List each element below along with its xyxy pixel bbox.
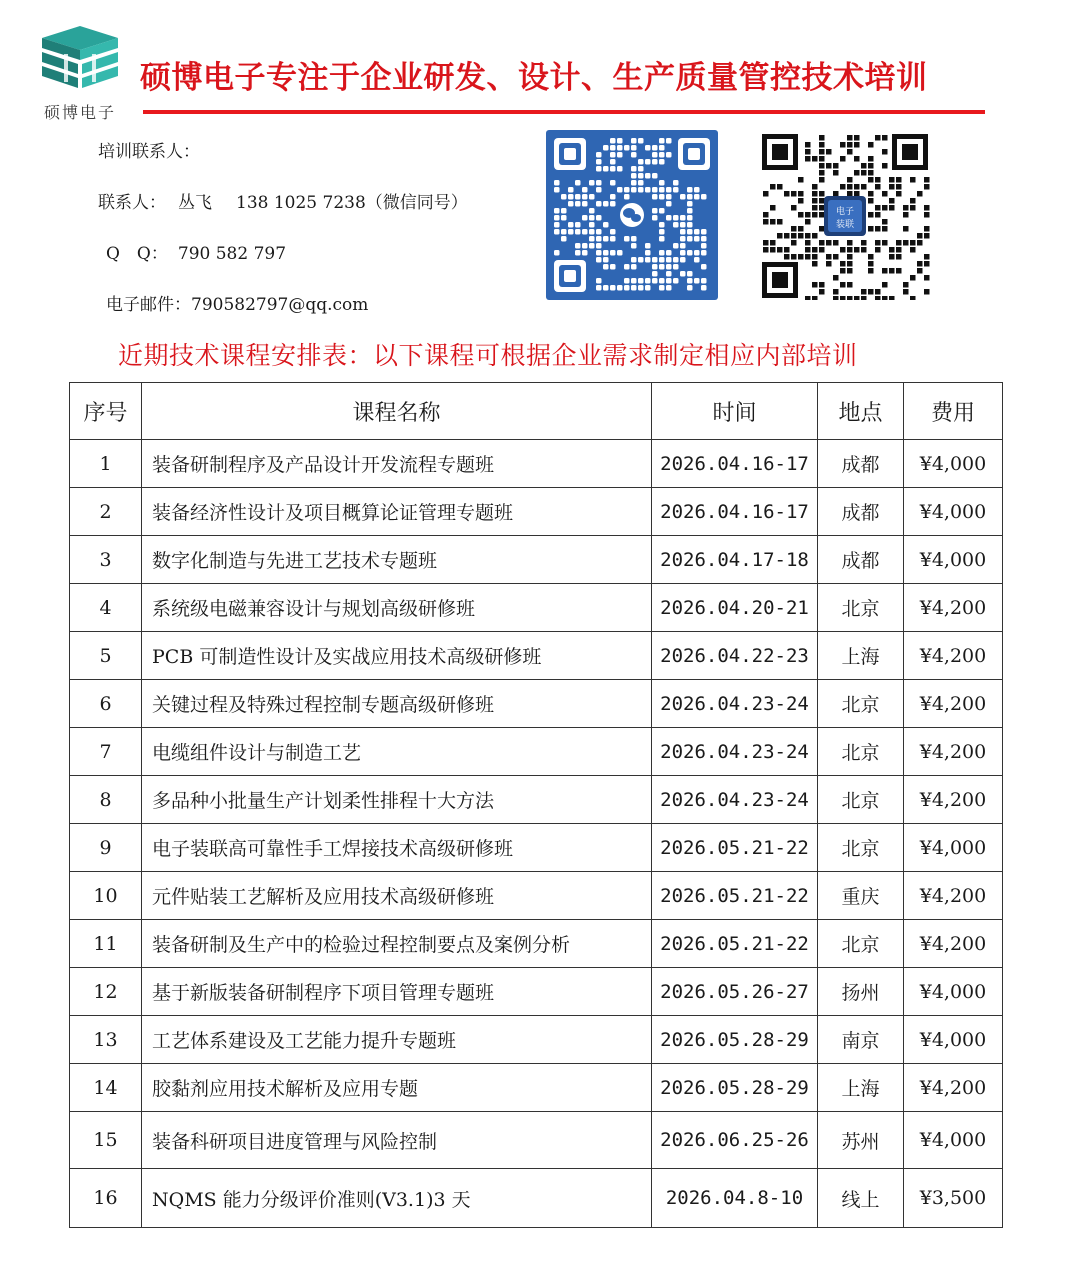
course-fee: ¥4,000 (904, 968, 1003, 1016)
row-index: 9 (70, 824, 142, 872)
course-time: 2026.05.28-29 (652, 1064, 818, 1112)
table-row (70, 488, 1003, 536)
course-fee: ¥4,200 (904, 872, 1003, 920)
course-location: 苏州 (818, 1112, 904, 1169)
table-row (70, 920, 1003, 968)
course-location: 北京 (818, 920, 904, 968)
course-fee: ¥4,000 (904, 1112, 1003, 1169)
qr-code (760, 132, 930, 300)
course-time: 2026.04.23-24 (652, 776, 818, 824)
row-index: 6 (70, 680, 142, 728)
course-name: 装备科研项目进度管理与风险控制 (142, 1112, 652, 1169)
contact-email-row (106, 290, 368, 315)
course-location: 成都 (818, 440, 904, 488)
course-name: PCB 可制造性设计及实战应用技术高级研修班 (142, 632, 652, 680)
course-time: 2026.04.20-21 (652, 584, 818, 632)
contact-heading: 培训联系人： (98, 142, 200, 162)
course-name: 系统级电磁兼容设计与规划高级研修班 (142, 584, 652, 632)
header-location: 地点 (818, 383, 904, 440)
qr-badge (824, 196, 866, 236)
table-row (70, 728, 1003, 776)
course-time: 2026.04.17-18 (652, 536, 818, 584)
course-name: 电缆组件设计与制造工艺 (142, 728, 652, 776)
course-fee: ¥4,200 (904, 1064, 1003, 1112)
table-row (70, 776, 1003, 824)
logo-text: 硕博电子 (43, 103, 116, 122)
contact-email-label: 电子邮件： (106, 295, 191, 315)
course-name: 装备经济性设计及项目概算论证管理专题班 (142, 488, 652, 536)
course-location: 北京 (818, 776, 904, 824)
course-time: 2026.05.21-22 (652, 920, 818, 968)
wechat-qr-code (546, 130, 718, 300)
course-time: 2026.04.16-17 (652, 488, 818, 536)
course-name: 电子装联高可靠性手工焊接技术高级研修班 (142, 824, 652, 872)
table-header-row (70, 383, 1003, 440)
course-fee: ¥3,500 (904, 1169, 1003, 1228)
course-fee: ¥4,000 (904, 440, 1003, 488)
course-fee: ¥4,200 (904, 632, 1003, 680)
row-index: 15 (70, 1112, 142, 1169)
course-location: 上海 (818, 632, 904, 680)
course-name: NQMS 能力分级评价准则(V3.1)3 天 (142, 1169, 652, 1228)
course-name: 装备研制及生产中的检验过程控制要点及案例分析 (142, 920, 652, 968)
course-name: 多品种小批量生产计划柔性排程十大方法 (142, 776, 652, 824)
logo-icon (38, 24, 122, 98)
course-time: 2026.04.8-10 (652, 1169, 818, 1228)
course-name: 胶黏剂应用技术解析及应用专题 (142, 1064, 652, 1112)
course-location: 南京 (818, 1016, 904, 1064)
row-index: 16 (70, 1169, 142, 1228)
table-row (70, 680, 1003, 728)
table-row (70, 1016, 1003, 1064)
course-time: 2026.05.28-29 (652, 1016, 818, 1064)
course-fee: ¥4,200 (904, 680, 1003, 728)
course-location: 成都 (818, 488, 904, 536)
table-row (70, 440, 1003, 488)
course-location: 扬州 (818, 968, 904, 1016)
contact-qq-label: Q Q： (106, 244, 168, 264)
course-time: 2026.04.23-24 (652, 728, 818, 776)
course-fee: ¥4,200 (904, 920, 1003, 968)
contact-person-row (98, 188, 468, 213)
table-row (70, 824, 1003, 872)
course-name: 元件贴装工艺解析及应用技术高级研修班 (142, 872, 652, 920)
course-name: 装备研制程序及产品设计开发流程专题班 (142, 440, 652, 488)
course-name: 基于新版装备研制程序下项目管理专题班 (142, 968, 652, 1016)
contact-qq-number: 790 582 797 (177, 244, 287, 264)
row-index: 13 (70, 1016, 142, 1064)
qr-badge-line2: 装联 (835, 220, 855, 230)
course-location: 北京 (818, 824, 904, 872)
course-name: 关键过程及特殊过程控制专题高级研修班 (142, 680, 652, 728)
course-time: 2026.04.22-23 (652, 632, 818, 680)
course-name: 数字化制造与先进工艺技术专题班 (142, 536, 652, 584)
course-fee: ¥4,000 (904, 1016, 1003, 1064)
row-index: 3 (70, 536, 142, 584)
course-fee: ¥4,200 (904, 776, 1003, 824)
course-fee: ¥4,000 (904, 488, 1003, 536)
row-index: 11 (70, 920, 142, 968)
course-location: 北京 (818, 680, 904, 728)
table-row (70, 632, 1003, 680)
course-schedule-table (69, 382, 1003, 1228)
wechat-icon (620, 203, 644, 227)
course-location: 北京 (818, 728, 904, 776)
row-index: 1 (70, 440, 142, 488)
course-fee: ¥4,200 (904, 584, 1003, 632)
row-index: 8 (70, 776, 142, 824)
row-index: 10 (70, 872, 142, 920)
company-logo (38, 24, 122, 124)
contact-phone: 138 1025 7238（微信同号） (236, 193, 468, 213)
course-name: 工艺体系建设及工艺能力提升专题班 (142, 1016, 652, 1064)
row-index: 5 (70, 632, 142, 680)
course-time: 2026.05.26-27 (652, 968, 818, 1016)
row-index: 4 (70, 584, 142, 632)
headline-divider (143, 110, 985, 114)
contact-qq-row (106, 239, 286, 264)
course-time: 2026.05.21-22 (652, 824, 818, 872)
course-time: 2026.05.21-22 (652, 872, 818, 920)
header-course-name: 课程名称 (142, 383, 652, 440)
row-index: 12 (70, 968, 142, 1016)
course-fee: ¥4,200 (904, 728, 1003, 776)
course-location: 线上 (818, 1169, 904, 1228)
table-row (70, 536, 1003, 584)
course-time: 2026.06.25-26 (652, 1112, 818, 1169)
header-time: 时间 (652, 383, 818, 440)
course-fee: ¥4,000 (904, 824, 1003, 872)
course-time: 2026.04.23-24 (652, 680, 818, 728)
header-fee: 费用 (904, 383, 1003, 440)
table-row (70, 1169, 1003, 1228)
table-row (70, 1112, 1003, 1169)
course-time: 2026.04.16-17 (652, 440, 818, 488)
table-row (70, 968, 1003, 1016)
page-headline: 硕博电子专注于企业研发、设计、生产质量管控技术培训 (140, 60, 928, 96)
row-index: 7 (70, 728, 142, 776)
course-location: 重庆 (818, 872, 904, 920)
contact-email[interactable]: 790582797@qq.com (191, 295, 369, 315)
contact-person-name: 丛飞 (178, 193, 212, 213)
course-location: 成都 (818, 536, 904, 584)
row-index: 2 (70, 488, 142, 536)
contact-person-label: 联系人： (98, 193, 166, 213)
row-index: 14 (70, 1064, 142, 1112)
header-index: 序号 (70, 383, 142, 440)
table-row (70, 584, 1003, 632)
course-location: 北京 (818, 584, 904, 632)
course-location: 上海 (818, 1064, 904, 1112)
course-fee: ¥4,000 (904, 536, 1003, 584)
table-row (70, 872, 1003, 920)
schedule-title: 近期技术课程安排表：以下课程可根据企业需求制定相应内部培训 (118, 341, 858, 370)
table-row (70, 1064, 1003, 1112)
qr-badge-line1: 电子 (835, 207, 855, 217)
